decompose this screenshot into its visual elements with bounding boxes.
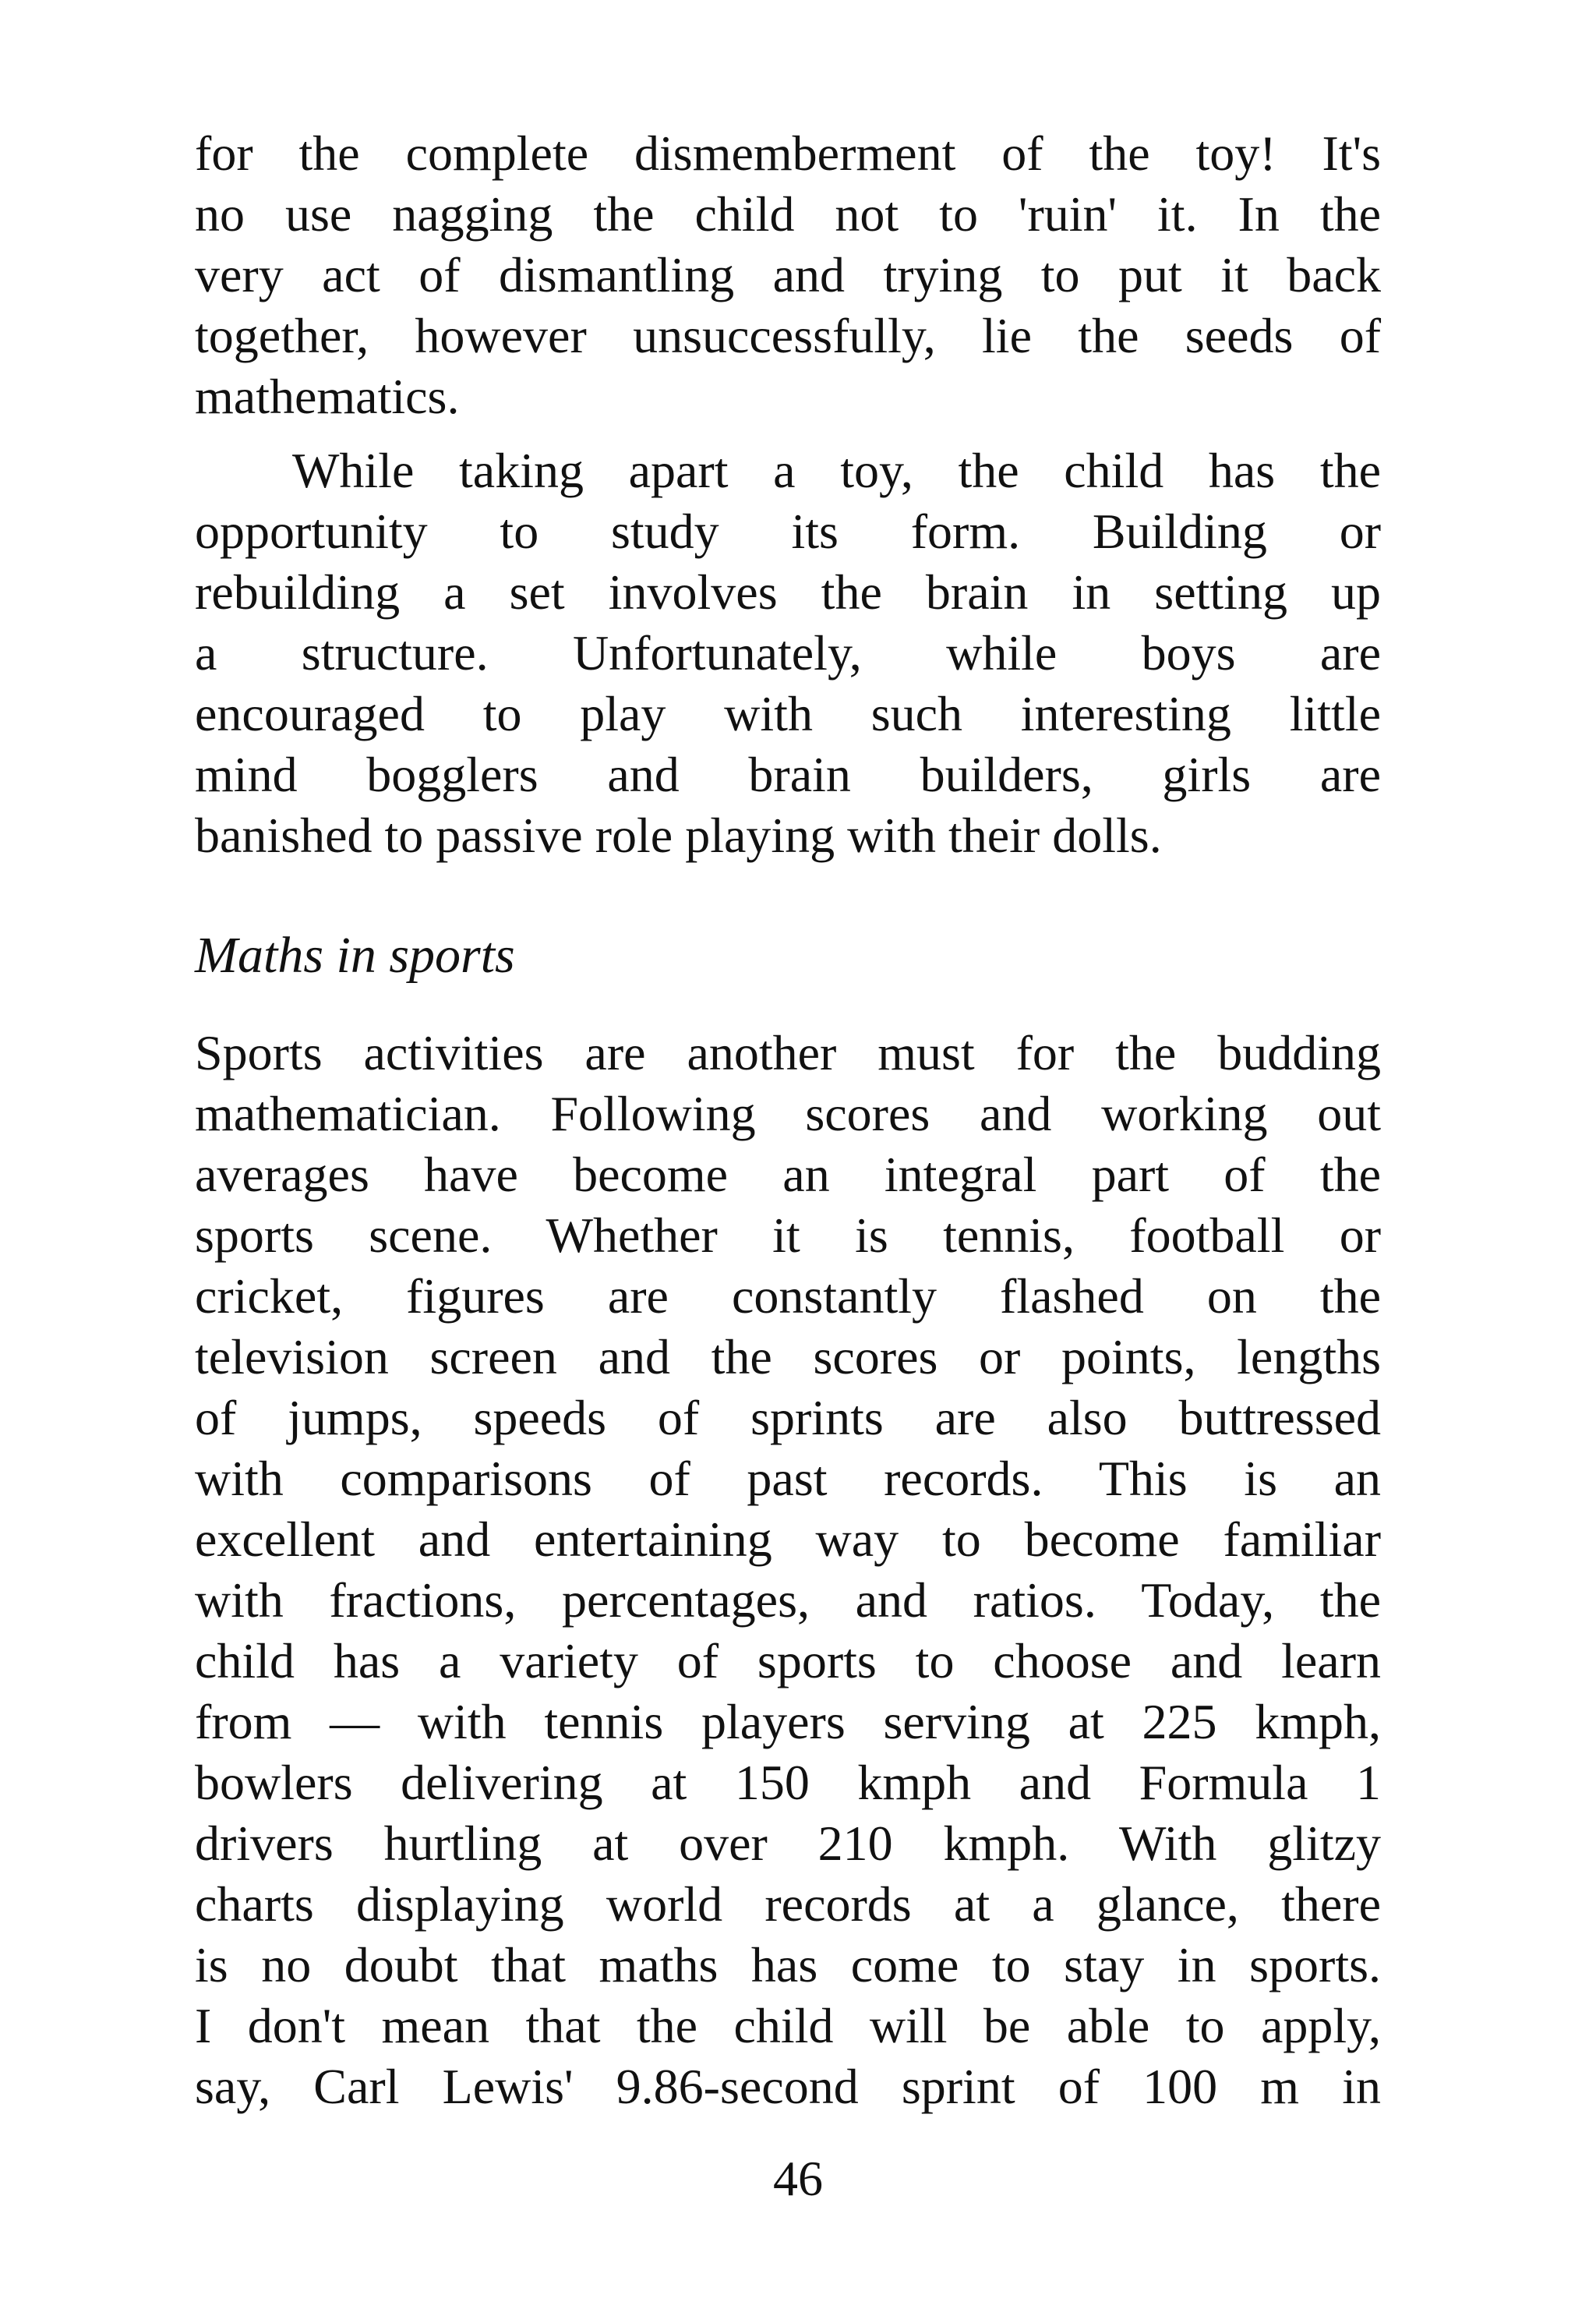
paragraph-3-line: child has a variety of sports to choose and learn — [195, 1633, 1381, 1688]
section-heading: Maths in sports — [195, 927, 515, 984]
paragraph-3-line: excellent and entertaining way to become familiar — [195, 1512, 1381, 1567]
paragraph-3-line: I don't mean that the child will be able to apply, — [195, 1998, 1381, 2053]
paragraph-3-line: bowlers delivering at 150 kmph and Formula 1 — [195, 1755, 1381, 1810]
paragraph-1-line: mathematics. — [195, 369, 460, 424]
paragraph-2-line: a structure. Unfortunately, while boys are — [195, 625, 1381, 681]
paragraph-3-line: say, Carl Lewis' 9.86-second sprint of 100 m in — [195, 2059, 1381, 2114]
paragraph-1 — [195, 123, 1381, 427]
paragraph-2-line: banished to passive role playing with their dolls. — [195, 808, 1162, 863]
paragraph-3-line: with fractions, percentages, and ratios. Today, the — [195, 1572, 1381, 1628]
paragraph-2-line: While taking apart a toy, the child has the — [292, 443, 1381, 498]
paragraph-3-line: cricket, figures are constantly flashed on the — [195, 1268, 1381, 1324]
paragraph-1-line: together, however unsuccessfully, lie the seeds of — [195, 308, 1381, 363]
paragraph-3-line: from — with tennis players serving at 225 kmph, — [195, 1694, 1381, 1749]
paragraph-1-line: for the complete dismemberment of the toy! It's — [195, 126, 1381, 181]
paragraph-2 — [195, 440, 1381, 866]
paragraph-3-line: of jumps, speeds of sprints are also buttressed — [195, 1390, 1381, 1445]
paragraph-2-line: mind bogglers and brain builders, girls are — [195, 747, 1381, 802]
paragraph-1-line: very act of dismantling and trying to put it back — [195, 247, 1381, 302]
paragraph-3-line: television screen and the scores or points, lengths — [195, 1329, 1381, 1384]
paragraph-3-line: sports scene. Whether it is tennis, football or — [195, 1207, 1381, 1263]
paragraph-3-line: mathematician. Following scores and working out — [195, 1086, 1381, 1141]
paragraph-3 — [195, 1023, 1381, 2117]
page-number: 46 — [773, 2151, 823, 2206]
paragraph-3-line: with comparisons of past records. This is an — [195, 1451, 1381, 1506]
paragraph-1-line: no use nagging the child not to 'ruin' it. In the — [195, 186, 1381, 242]
paragraph-2-line: opportunity to study its form. Building or — [195, 504, 1381, 559]
paragraph-3-line: drivers hurtling at over 210 kmph. With glitzy — [195, 1816, 1381, 1871]
paragraph-3-line: is no doubt that maths has come to stay in sports. — [195, 1937, 1381, 1992]
paragraph-2-line: encouraged to play with such interesting little — [195, 686, 1381, 741]
paragraph-3-line: charts displaying world records at a glance, there — [195, 1876, 1381, 1932]
paragraph-3-line: averages have become an integral part of the — [195, 1147, 1381, 1202]
paragraph-3-line: Sports activities are another must for the budding — [195, 1025, 1381, 1080]
paragraph-2-line: rebuilding a set involves the brain in setting up — [195, 564, 1381, 620]
